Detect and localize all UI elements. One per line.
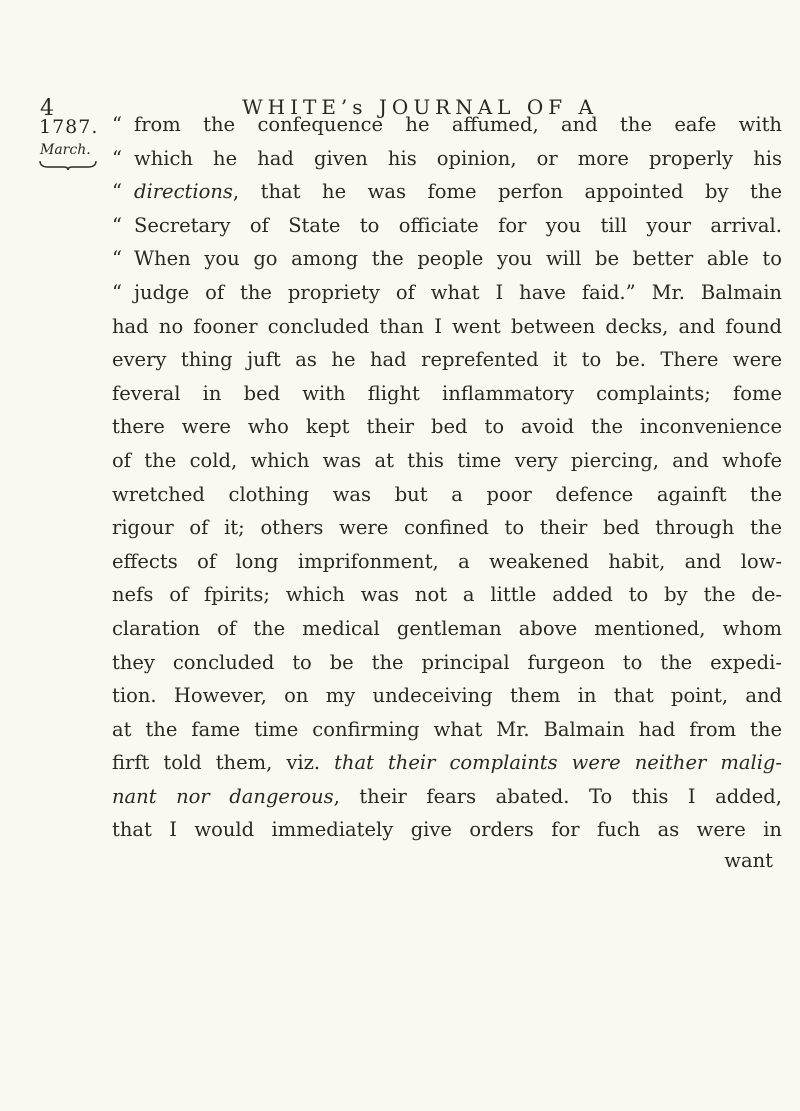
text-line xyxy=(112,511,782,545)
body-text xyxy=(112,108,782,847)
text-line xyxy=(112,746,782,780)
margin-year: 1787. xyxy=(39,116,99,138)
text-line xyxy=(112,310,782,344)
text-span: judge of the propriety of what I have faid.” Mr. Balmain xyxy=(134,280,782,304)
text-span: , their fears abated. To this I added, xyxy=(333,784,782,808)
text-span: effects of long imprifonment, a weakened habit, and low- xyxy=(112,549,782,573)
text-line xyxy=(112,578,782,612)
text-line xyxy=(112,108,782,142)
text-line xyxy=(112,410,782,444)
text-span: nefs of fpirits; which was not a little added to by the de- xyxy=(112,583,782,607)
quote-mark: “ xyxy=(112,180,122,204)
text-span: there were who kept their bed to avoid the inconvenience xyxy=(112,415,782,439)
text-line xyxy=(112,175,782,209)
text-line xyxy=(112,813,782,847)
quote-mark: “ xyxy=(112,213,122,237)
text-span: feveral in bed with flight inflammatory complaints; fome xyxy=(112,381,782,405)
text-span: tion. However, on my undeceiving them in that point, and xyxy=(112,684,782,708)
text-line xyxy=(112,646,782,680)
text-line xyxy=(112,209,782,243)
text-line xyxy=(112,612,782,646)
text-line xyxy=(112,142,782,176)
text-span: When you go among the people you will be better able to xyxy=(134,247,782,271)
text-span: they concluded to be the principal furgeon to the expedi- xyxy=(112,650,782,674)
catchword: want xyxy=(724,849,773,872)
text-line xyxy=(112,545,782,579)
text-span: at the fame time confirming what Mr. Balmain had from the xyxy=(112,717,782,741)
text-line xyxy=(112,780,782,814)
running-head: WHITE’s JOURNAL OF A xyxy=(242,95,598,119)
page-number: 4 xyxy=(40,96,54,121)
text-line xyxy=(112,444,782,478)
text-span: rigour of it; others were confined to their bed through the xyxy=(112,516,782,540)
text-line xyxy=(112,713,782,747)
text-span: which he had given his opinion, or more properly his xyxy=(134,146,782,170)
text-span: claration of the medical gentleman above mentioned, whom xyxy=(112,616,782,640)
text-span: Secretary of State to officiate for you till your arrival. xyxy=(134,213,782,237)
text-line xyxy=(112,679,782,713)
quote-mark: “ xyxy=(112,146,122,170)
italic-text: directions xyxy=(134,180,233,204)
text-span: from the confequence he affumed, and the eafe with xyxy=(134,113,782,136)
text-span: every thing juft as he had reprefented it to be. There were xyxy=(112,348,782,372)
text-line xyxy=(112,343,782,377)
text-span: had no fooner concluded than I went between decks, and found xyxy=(112,314,782,338)
quote-mark: “ xyxy=(112,247,122,271)
text-line xyxy=(112,478,782,512)
quote-mark: “ xyxy=(112,280,122,304)
margin-brace xyxy=(38,160,98,170)
text-line xyxy=(112,377,782,411)
text-line xyxy=(112,276,782,310)
quote-mark: “ xyxy=(112,113,122,136)
text-line xyxy=(112,242,782,276)
text-span: firft told them, viz. xyxy=(112,751,335,775)
text-span: that I would immediately give orders for fuch as were in xyxy=(112,818,782,842)
italic-text: that their complaints were neither malig- xyxy=(334,751,782,775)
italic-text: nant nor dangerous xyxy=(112,784,334,808)
text-span: , that he was fome perfon appointed by the xyxy=(232,180,782,204)
margin-month: March. xyxy=(40,142,91,158)
text-span: wretched clothing was but a poor defence againft the xyxy=(112,482,782,506)
text-span: of the cold, which was at this time very piercing, and whofe xyxy=(112,448,782,472)
